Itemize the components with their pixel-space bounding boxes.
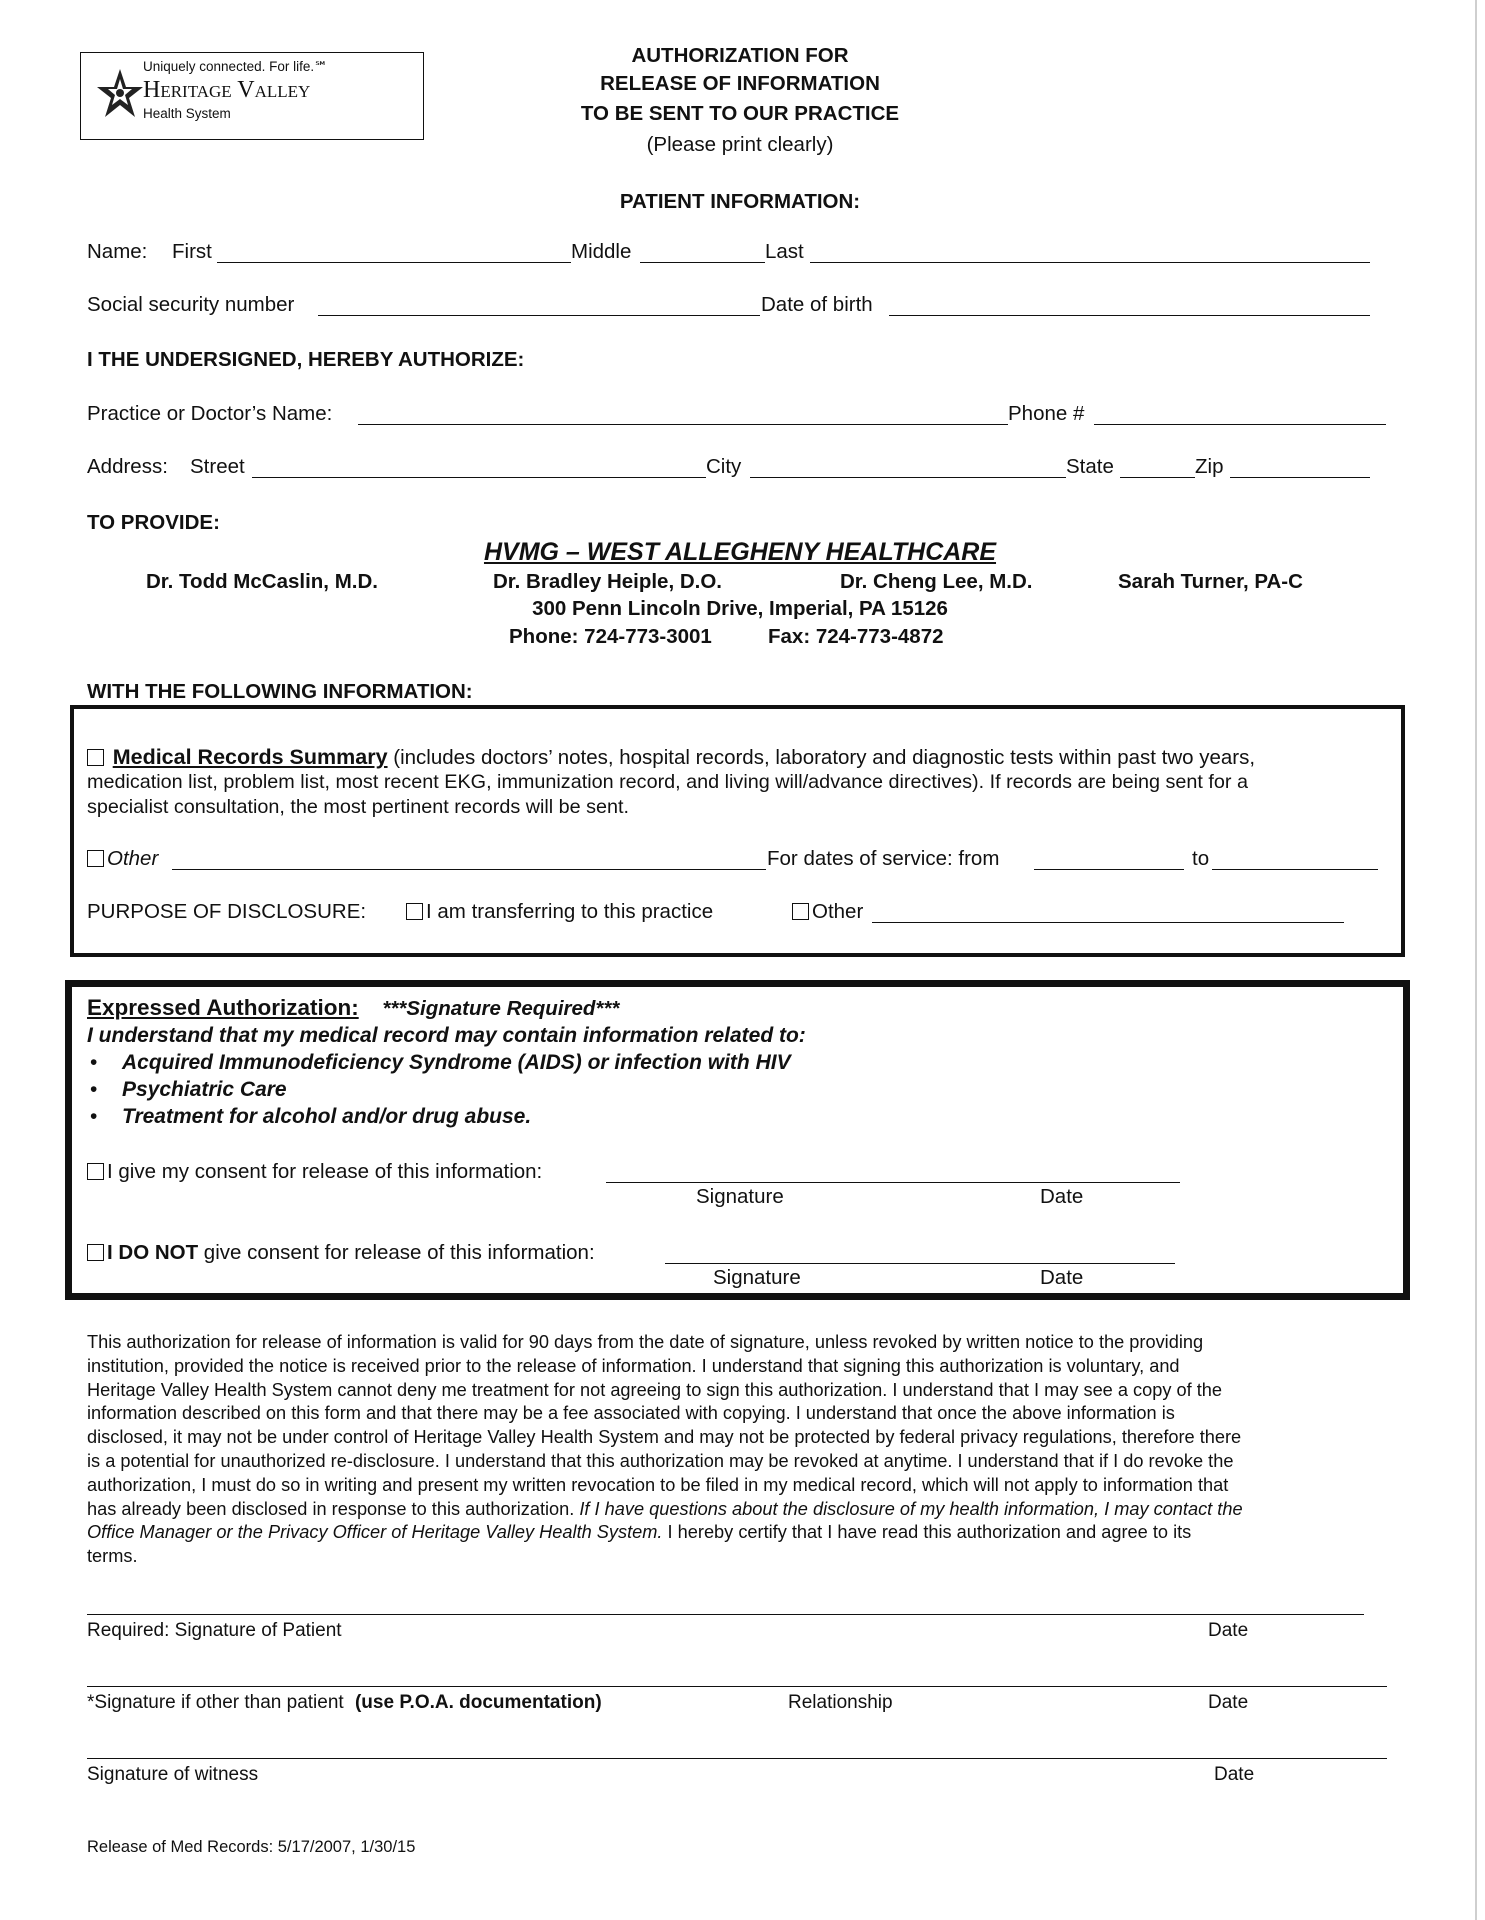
medical-records-summary-checkbox[interactable] [87,749,104,766]
no-consent-option [87,1241,595,1265]
bullet-dot: • [90,1051,98,1074]
dates-from-field[interactable] [1034,869,1184,870]
consent-signature-field[interactable] [606,1182,1180,1183]
last-name-label: Last [765,240,804,263]
phone-field[interactable] [1094,424,1386,425]
logo-subtitle: Health System [143,106,231,121]
practice-name-heading: HVMG – WEST ALLEGHENY HEALTHCARE [483,538,997,566]
consent-option [87,1160,542,1184]
other-records-label: Other [107,847,159,870]
state-field[interactable] [1120,477,1195,478]
transfer-checkbox[interactable] [406,903,423,920]
consent-checkbox[interactable] [87,1163,104,1180]
patient-date-caption: Date [1208,1620,1249,1641]
expressed-authorization-title: Expressed Authorization: [87,995,359,1020]
poa-note: (use P.O.A. documentation) [354,1692,602,1713]
middle-name-label: Middle [571,240,632,263]
sensitive-item-psychiatric: Psychiatric Care [122,1078,287,1101]
legal-line: authorization, I must do so in writing and present my written revocation to be filed in my medical record, which will not apply to information that [87,1474,1229,1495]
consent-label: I give my consent for release of this information: [107,1160,543,1183]
sensitive-info-statement: I understand that my medical record may contain information related to: [87,1024,806,1047]
practice-fax: Fax: 724-773-4872 [768,625,944,648]
authorize-heading: I THE UNDERSIGNED, HEREBY AUTHORIZE: [87,348,525,371]
provider-turner: Sarah Turner, PA-C [1118,570,1303,593]
purpose-other-field[interactable] [872,922,1344,923]
form-title-line1: AUTHORIZATION FOR [631,44,849,67]
legal-line: Heritage Valley Health System cannot deny me treatment for not agreeing to sign this authorization. I understand that I may see a copy of the [87,1379,1222,1400]
no-consent-date-caption: Date [1040,1266,1084,1289]
form-title-line4: (Please print clearly) [646,133,834,156]
legal-line: This authorization for release of information is valid for 90 days from the date of signature, unless revoked by written notice to the providing [87,1332,1204,1352]
consent-signature-caption: Signature [696,1185,784,1208]
legal-paragraph [87,1331,1407,1569]
signature-required-note: ***Signature Required*** [382,997,620,1020]
transfer-label: I am transferring to this practice [426,900,714,923]
form-title-line2: RELEASE OF INFORMATION [600,72,880,95]
bullet-dot: • [90,1078,98,1101]
legal-line-8 [87,1498,1407,1522]
patient-signature-caption: Required: Signature of Patient [87,1620,342,1641]
form-title-line3: TO BE SENT TO OUR PRACTICE [580,102,900,125]
to-provide-heading: TO PROVIDE: [87,511,220,534]
transfer-option [406,900,713,924]
legal-certify: I hereby certify that I have read this authorization and agree to its [662,1522,1192,1543]
legal-contact-italic-1: If I have questions about the disclosure of my health information, I may contact the [574,1498,1243,1519]
witness-date-caption: Date [1214,1764,1255,1785]
legal-contact-italic-2: Office Manager or the Privacy Officer of Heritage Valley Health System. [87,1522,663,1543]
logo-name: Heritage Valley [143,77,311,103]
medical-records-summary-desc-2: medication list, problem list, most recent EKG, immunization record, and living will/advance directives). If records are being sent for a [87,771,1248,793]
page-edge-scan-line [1475,0,1477,1920]
form-revision-footer: Release of Med Records: 5/17/2007, 1/30/15 [87,1838,416,1856]
legal-line: information described on this form and that there may be a fee associated with copying. I understand that once the above information is [87,1403,1175,1424]
consent-date-caption: Date [1040,1185,1084,1208]
dates-to-label: to [1192,847,1210,870]
street-field[interactable] [252,477,706,478]
patient-info-heading: PATIENT INFORMATION: [619,190,861,213]
witness-signature-field[interactable] [87,1758,1387,1759]
middle-name-field[interactable] [640,262,765,263]
no-consent-label: give consent for release of this information: [198,1241,595,1264]
purpose-label: PURPOSE OF DISCLOSURE: [87,900,367,923]
representative-date-caption: Date [1208,1692,1249,1713]
medical-records-summary-desc-1: (includes doctors’ notes, hospital records, laboratory and diagnostic tests within past two years, [393,746,1256,769]
legal-terms: terms. [87,1546,138,1567]
dob-label: Date of birth [761,293,873,316]
no-consent-checkbox[interactable] [87,1244,104,1261]
zip-label: Zip [1195,455,1224,478]
patient-signature-field[interactable] [87,1614,1364,1615]
no-consent-signature-field[interactable] [665,1263,1175,1264]
other-records-option [87,847,158,871]
heritage-valley-star-icon [95,67,145,123]
ssn-label: Social security number [87,293,295,316]
doctor-heiple: Dr. Bradley Heiple, D.O. [493,570,722,593]
purpose-other-option [792,900,863,924]
first-name-field[interactable] [217,262,571,263]
purpose-other-checkbox[interactable] [792,903,809,920]
purpose-other-label: Other [812,900,864,923]
name-label: Name: [87,240,148,263]
dates-to-field[interactable] [1212,869,1378,870]
logo-box [80,52,424,140]
phone-label: Phone # [1008,402,1085,425]
dates-of-service-label: For dates of service: from [767,847,1000,870]
legal-line-9 [87,1521,1407,1545]
address-label: Address: [87,455,168,478]
practice-name-field[interactable] [358,424,1008,425]
practice-phone: Phone: 724-773-3001 [509,625,712,648]
legal-line: institution, provided the notice is received prior to the release of information. I understand that signing this authorization is voluntary, and [87,1355,1180,1376]
representative-label: *Signature if other than patient [87,1692,344,1713]
first-name-label: First [172,240,212,263]
following-info-heading: WITH THE FOLLOWING INFORMATION: [87,680,473,703]
witness-signature-caption: Signature of witness [87,1764,259,1785]
doctor-mccaslin: Dr. Todd McCaslin, M.D. [146,570,378,593]
practice-name-label: Practice or Doctor’s Name: [87,402,333,425]
practice-address: 300 Penn Lincoln Drive, Imperial, PA 15126 [532,597,948,620]
medical-records-summary-option [87,745,1255,770]
zip-field[interactable] [1230,477,1370,478]
bullet-dot: • [90,1105,98,1128]
other-records-checkbox[interactable] [87,850,104,867]
ssn-field[interactable] [318,315,760,316]
sensitive-item-aids: Acquired Immunodeficiency Syndrome (AIDS) or infection with HIV [122,1051,791,1074]
city-field[interactable] [750,477,1066,478]
last-name-field[interactable] [810,262,1370,263]
relationship-caption: Relationship [788,1692,893,1713]
legal-line: has already been disclosed in response to this authorization. [87,1498,575,1519]
dob-field[interactable] [889,315,1370,316]
legal-line: disclosed, it may not be under control of Heritage Valley Health System and may not be protected by federal privacy regulations, therefore there [87,1427,1242,1448]
doctor-lee: Dr. Cheng Lee, M.D. [840,570,1033,593]
city-label: City [706,455,742,478]
representative-signature-field[interactable] [87,1686,1387,1687]
legal-line: is a potential for unauthorized re-disclosure. I understand that this authorization may be revoked at anytime. I understand that if I do revoke the [87,1450,1234,1471]
representative-signature-caption [87,1691,602,1715]
sensitive-item-substance: Treatment for alcohol and/or drug abuse. [122,1105,532,1128]
medical-records-summary-title: Medical Records Summary [112,745,388,769]
expressed-authorization-header [87,996,619,1021]
medical-records-summary-desc-3: specialist consultation, the most pertinent records will be sent. [87,796,630,818]
logo-tagline: Uniquely connected. For life.℠ [143,59,328,74]
no-consent-bold: I DO NOT [107,1241,199,1264]
street-label: Street [190,455,245,478]
other-records-field[interactable] [172,869,766,870]
no-consent-signature-caption: Signature [713,1266,801,1289]
state-label: State [1066,455,1114,478]
